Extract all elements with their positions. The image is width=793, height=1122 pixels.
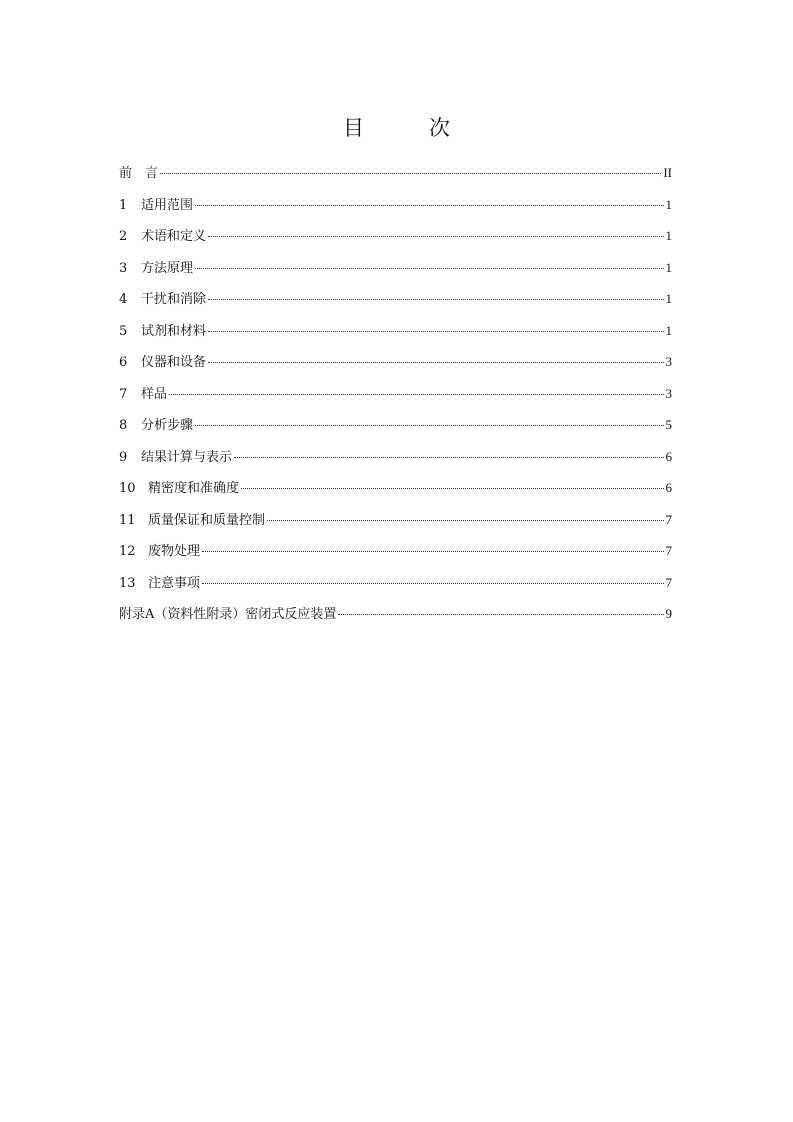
toc-entry-number: 8 — [119, 418, 128, 433]
toc-entry-page: 1 — [665, 291, 672, 306]
toc-entry-number: 12 — [119, 544, 136, 559]
toc-leader-dots — [208, 236, 663, 237]
toc-leader-dots — [267, 520, 663, 521]
toc-entry-title: 仪器和设备 — [141, 355, 207, 370]
toc-entry-page: 5 — [665, 417, 672, 432]
toc-leader-dots — [208, 331, 663, 332]
toc-entry-6[interactable] — [119, 352, 672, 384]
toc-entry-9[interactable] — [119, 447, 672, 479]
toc-entry-page: 7 — [665, 574, 672, 590]
toc-entry-page: 3 — [665, 385, 672, 401]
toc-leader-dots — [160, 173, 661, 174]
toc-entry-page: II — [663, 165, 672, 180]
toc-entry-title: 精密度和准确度 — [148, 481, 240, 496]
toc-entry-number: 6 — [119, 355, 128, 370]
toc-leader-dots — [208, 362, 663, 363]
toc-entry-page: 7 — [665, 543, 672, 558]
toc-entry-title: 结果计算与表示 — [141, 449, 233, 465]
toc-entry-number: 1 — [119, 197, 128, 213]
toc-entry-page: 3 — [665, 354, 672, 369]
toc-entry-title: 分析步骤 — [141, 418, 194, 433]
toc-entry-title: 质量保证和质量控制 — [148, 512, 266, 528]
toc-entry-page: 6 — [665, 480, 672, 495]
toc-entry-number: 11 — [119, 512, 136, 528]
toc-entry-title: 术语和定义 — [141, 229, 207, 244]
toc-leader-dots — [338, 614, 663, 615]
toc-leader-dots — [234, 457, 663, 458]
toc-entry-5[interactable] — [119, 321, 672, 353]
table-of-contents — [119, 163, 672, 636]
toc-entry-7[interactable] — [119, 384, 672, 416]
toc-entry-page: 1 — [665, 196, 672, 212]
toc-entry-13[interactable] — [119, 573, 672, 605]
toc-entry-title: 样品 — [141, 386, 168, 402]
toc-entry-number: 9 — [119, 449, 128, 465]
toc-leader-dots — [195, 205, 663, 206]
toc-entry-page: 1 — [665, 228, 672, 243]
toc-leader-dots — [169, 394, 663, 395]
toc-leader-dots — [195, 425, 663, 426]
toc-entry-page: 1 — [665, 259, 672, 275]
toc-entry-foreword[interactable] — [119, 163, 672, 195]
page-title: 目 次 — [343, 116, 472, 140]
toc-leader-dots — [202, 551, 663, 552]
toc-entry-4[interactable] — [119, 289, 672, 321]
toc-entry-number: 3 — [119, 260, 128, 276]
toc-entry-appendix-a[interactable] — [119, 604, 672, 636]
toc-entry-number: 10 — [119, 481, 136, 496]
toc-entry-10[interactable] — [119, 478, 672, 510]
toc-entry-2[interactable] — [119, 226, 672, 258]
toc-leader-dots — [202, 583, 663, 584]
toc-entry-number: 7 — [119, 386, 128, 402]
toc-entry-title: 试剂和材料 — [141, 323, 207, 339]
toc-entry-page: 1 — [665, 322, 672, 338]
toc-entry-number: 13 — [119, 575, 136, 591]
toc-entry-number: 4 — [119, 292, 128, 307]
toc-leader-dots — [208, 299, 663, 300]
toc-entry-page: 9 — [665, 606, 672, 621]
toc-entry-title: 附录A（资料性附录）密闭式反应装置 — [119, 607, 337, 622]
toc-leader-dots — [241, 488, 663, 489]
toc-entry-title: 废物处理 — [148, 544, 201, 559]
toc-entry-12[interactable] — [119, 541, 672, 573]
toc-leader-dots — [195, 268, 663, 269]
toc-entry-11[interactable] — [119, 510, 672, 542]
toc-entry-page: 7 — [665, 511, 672, 527]
toc-entry-number: 2 — [119, 229, 128, 244]
toc-entry-number: 5 — [119, 323, 128, 339]
toc-entry-1[interactable] — [119, 195, 672, 227]
toc-entry-title: 前 言 — [119, 166, 159, 181]
toc-entry-title: 方法原理 — [141, 260, 194, 276]
toc-entry-title: 干扰和消除 — [141, 292, 207, 307]
toc-entry-8[interactable] — [119, 415, 672, 447]
toc-entry-page: 6 — [665, 448, 672, 464]
toc-entry-3[interactable] — [119, 258, 672, 290]
toc-entry-title: 注意事项 — [148, 575, 201, 591]
toc-entry-title: 适用范围 — [141, 197, 194, 213]
